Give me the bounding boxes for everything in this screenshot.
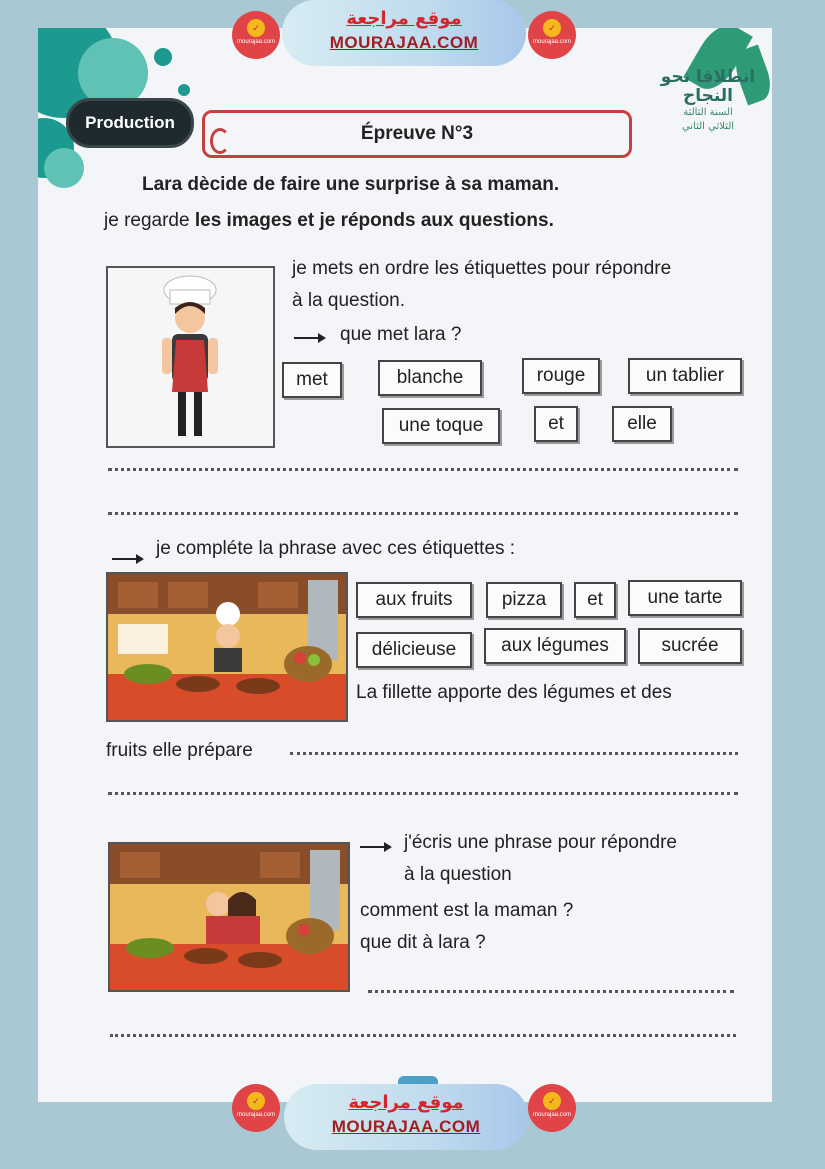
kitchen-mother-image <box>108 842 350 992</box>
ex2-sentence-line1: La fillette apporte des légumes et des <box>356 682 672 703</box>
word-tag[interactable]: et <box>534 406 578 442</box>
answer-line[interactable] <box>108 512 738 515</box>
site-name-arabic: موقع مراجعة <box>346 8 462 29</box>
ex2-sentence-line2: fruits elle prépare <box>106 740 253 761</box>
decor-bubble <box>178 84 190 96</box>
site-logo-bottom-right: ✓ mourajaa.com <box>528 1084 576 1132</box>
chef-girl-image <box>106 266 275 448</box>
school-logo: انطلاقا نحو النجاح السنة الثالثة الثلاثي الثاني <box>660 67 756 132</box>
title-frame-curl <box>210 128 230 154</box>
word-tag[interactable]: une toque <box>382 408 500 444</box>
site-logo-top-left: ✓ mourajaa.com <box>232 11 280 59</box>
answer-line[interactable] <box>290 752 738 755</box>
production-badge: Production <box>66 98 194 148</box>
decor-bubble <box>154 48 172 66</box>
answer-line[interactable] <box>368 990 734 993</box>
ex1-instruction-line1: je mets en ordre les étiquettes pour répondre <box>292 258 672 279</box>
arrow-icon <box>294 337 324 339</box>
ex2-instruction: je compléte la phrase avec ces étiquettes : <box>156 538 516 559</box>
answer-line[interactable] <box>110 1034 736 1037</box>
word-tag[interactable]: blanche <box>378 360 482 396</box>
site-domain-link[interactable]: MOURAJAA.COM <box>329 33 479 52</box>
logo-icon: ✓ <box>543 19 561 37</box>
exam-title: Épreuve N°3 <box>202 110 632 158</box>
arrow-icon <box>112 558 142 560</box>
ex3-question-1: comment est la maman ? <box>360 900 574 921</box>
worksheet-page <box>38 28 772 1102</box>
site-logo-bottom-left: ✓ mourajaa.com <box>232 1084 280 1132</box>
site-name-arabic: موقع مراجعة <box>348 1092 464 1113</box>
chef-girl-illustration <box>108 268 273 446</box>
word-tag[interactable]: pizza <box>486 582 562 618</box>
site-logo-top-right: ✓ mourajaa.com <box>528 11 576 59</box>
ex3-question-2: que dit à lara ? <box>360 932 486 953</box>
word-tag[interactable]: une tarte <box>628 580 742 616</box>
intro-line-1: Lara dècide de faire une surprise à sa maman. <box>142 174 560 195</box>
logo-icon: ✓ <box>247 1092 265 1110</box>
ex3-instruction-line2: à la question <box>404 864 512 885</box>
site-banner-top[interactable] <box>282 0 526 66</box>
arrow-icon <box>360 846 390 848</box>
logo-icon: ✓ <box>247 19 265 37</box>
kitchen-image <box>106 572 348 722</box>
word-tag[interactable]: met <box>282 362 342 398</box>
ex1-instruction-line2: à la question. <box>292 290 406 311</box>
word-tag[interactable]: elle <box>612 406 672 442</box>
word-tag[interactable]: aux fruits <box>356 582 472 618</box>
word-tag[interactable]: aux légumes <box>484 628 626 664</box>
word-tag[interactable]: sucrée <box>638 628 742 664</box>
ex1-question: que met lara ? <box>340 324 462 345</box>
word-tag[interactable]: rouge <box>522 358 600 394</box>
site-banner-bottom[interactable] <box>284 1084 528 1150</box>
ex3-instruction-line1: j'écris une phrase pour répondre <box>404 832 677 853</box>
site-domain-link[interactable]: MOURAJAA.COM <box>331 1117 481 1136</box>
intro-line-2: je regarde les images et je réponds aux questions. <box>104 210 554 231</box>
word-tag[interactable]: et <box>574 582 616 618</box>
kitchen-illustration <box>108 574 346 720</box>
decor-bubble <box>44 148 84 188</box>
logo-icon: ✓ <box>543 1092 561 1110</box>
word-tag[interactable]: un tablier <box>628 358 742 394</box>
answer-line[interactable] <box>108 792 738 795</box>
kitchen-mother-illustration <box>110 844 348 990</box>
answer-line[interactable] <box>108 468 738 471</box>
word-tag[interactable]: délicieuse <box>356 632 472 668</box>
